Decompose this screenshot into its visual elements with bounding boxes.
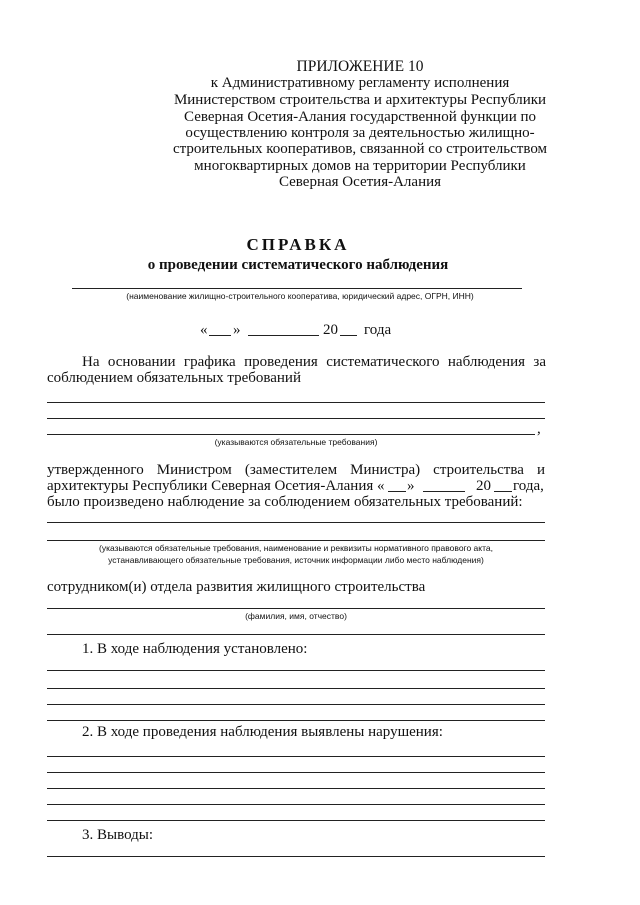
appendix-line-1: к Административному регламенту исполнения	[210, 75, 510, 91]
staff-extra-line	[47, 634, 545, 635]
requirements-line-1	[47, 402, 545, 403]
paragraph-1-line-2: соблюдением обязательных требований	[47, 370, 301, 386]
observation-line-1	[47, 522, 545, 523]
section-1-line-3	[47, 704, 545, 705]
section-1-line-1	[47, 670, 545, 671]
date-century: 20	[323, 322, 338, 338]
appendix-title: ПРИЛОЖЕНИЕ 10	[296, 58, 424, 75]
paragraph-2-close-quote: »	[407, 478, 415, 494]
document-subtitle: о проведении систематического наблюдения	[147, 257, 449, 273]
appendix-line-2: Министерством строительства и архитектуры Республики	[173, 92, 547, 108]
section-1-heading: 1. В ходе наблюдения установлено:	[82, 641, 308, 657]
section-1-line-4	[47, 720, 545, 721]
paragraph-1-line-1: На основании графика проведения систематического наблюдения за	[82, 354, 546, 370]
requirements-line-2	[47, 418, 545, 419]
paragraph-2-year-suffix: года,	[513, 478, 544, 494]
section-1-line-2	[47, 688, 545, 689]
appendix-line-5: строительных кооперативов, связанной со строительством	[172, 141, 548, 157]
observation-caption-1: (указываются обязательные требования, наименование и реквизиты нормативного правового акта,	[98, 543, 493, 553]
paragraph-2-line-1: утвержденного Министром (заместителем Министра) строительства и	[47, 462, 545, 478]
organization-line	[72, 288, 522, 289]
date-close-quote: »	[233, 322, 241, 338]
section-2-line-5	[47, 820, 545, 821]
date-open-quote: «	[200, 322, 208, 338]
approval-day-blank	[388, 491, 406, 492]
staff-name-line	[47, 608, 545, 609]
observation-line-2	[47, 540, 545, 541]
approval-month-blank	[423, 491, 465, 492]
section-2-line-3	[47, 788, 545, 789]
appendix-line-7: Северная Осетия-Алания	[278, 174, 442, 190]
date-year-blank	[340, 335, 357, 336]
date-suffix: года	[364, 322, 392, 338]
appendix-line-3: Северная Осетия-Алания государственной функции по	[184, 109, 536, 125]
staff-caption: (фамилия, имя, отчество)	[245, 611, 347, 621]
approval-year-blank	[494, 491, 512, 492]
section-3-heading: 3. Выводы:	[82, 827, 154, 843]
section-2-heading: 2. В ходе проведения наблюдения выявлены нарушения:	[82, 724, 443, 740]
paragraph-2-line-3: было произведено наблюдение за соблюдением обязательных требований:	[47, 494, 523, 510]
requirements-line-3	[47, 434, 535, 435]
paragraph-2-line-2-text: архитектуры Республики Северная Осетия-Алания «	[47, 478, 385, 494]
observation-caption-2: устанавливающего обязательные требования, источник информации либо место наблюдения)	[108, 555, 484, 565]
organization-caption: (наименование жилищно-строительного кооператива, юридический адрес, ОГРН, ИНН)	[126, 291, 474, 301]
appendix-line-4: осуществлению контроля за деятельностью жилищно-	[185, 125, 535, 141]
section-2-line-4	[47, 804, 545, 805]
requirements-comma: ,	[537, 421, 541, 437]
document-title: СПРАВКА	[246, 235, 350, 254]
section-2-line-2	[47, 772, 545, 773]
paragraph-2-century: 20	[476, 478, 491, 494]
date-day-blank	[209, 335, 231, 336]
requirements-caption: (указываются обязательные требования)	[214, 437, 378, 447]
date-month-blank	[248, 335, 319, 336]
appendix-line-6: многоквартирных домов на территории Республики	[194, 158, 526, 174]
section-3-line-1	[47, 856, 545, 857]
staff-text: сотрудником(и) отдела развития жилищного строительства	[47, 579, 426, 595]
section-2-line-1	[47, 756, 545, 757]
